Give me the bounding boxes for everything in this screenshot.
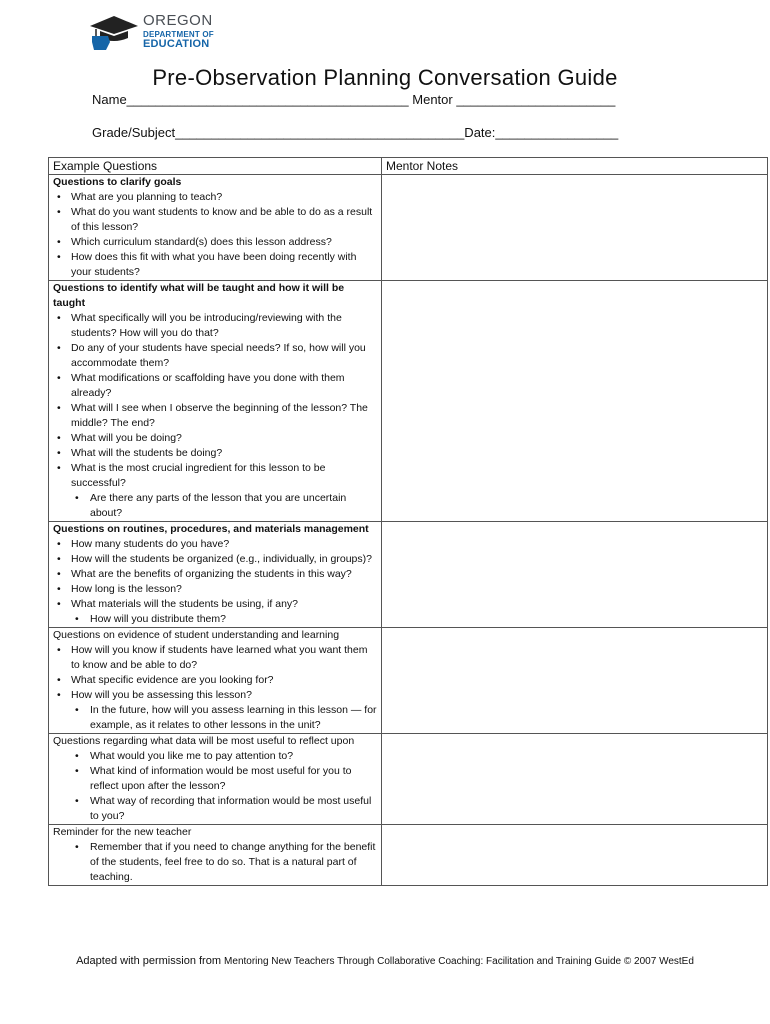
- table-row: [49, 522, 768, 628]
- logo-line-education: EDUCATION: [143, 38, 210, 50]
- list-item: • What materials will the students be using, if any?: [53, 597, 377, 612]
- list-subitem: • What kind of information would be most useful for you to reflect upon after the lesson?: [53, 764, 377, 794]
- list-item: • How will you know if students have learned what you want them to know and be able to do?: [53, 643, 377, 673]
- grade-date-field[interactable]: Grade/Subject________________________________________Date:_________________: [92, 125, 619, 140]
- section-heading: Questions on routines, procedures, and materials management: [53, 523, 369, 535]
- question-list: [53, 537, 377, 627]
- list-subitem: • In the future, how will you assess learning in this lesson — for example, as it relates to other lessons in the unit?: [53, 703, 377, 733]
- table-header-row: [49, 158, 768, 175]
- question-list: [53, 190, 377, 280]
- list-item: • What specifically will you be introducing/reviewing with the students? How will you do that?: [53, 311, 377, 341]
- question-list: [53, 643, 377, 733]
- questions-cell: [49, 628, 382, 734]
- list-item: • How will the students be organized (e.g., individually, in groups)?: [53, 552, 377, 567]
- questions-cell: [49, 522, 382, 628]
- table-row: [49, 628, 768, 734]
- table-row: [49, 825, 768, 886]
- list-item: • What is the most crucial ingredient for this lesson to be successful?: [53, 461, 377, 491]
- mentor-notes-cell[interactable]: [382, 175, 768, 281]
- page-title: Pre-Observation Planning Conversation Guide: [152, 65, 618, 90]
- footer-citation: [0, 955, 770, 967]
- section-heading: Questions to identify what will be taught and how it will be taught: [53, 282, 345, 309]
- mentor-notes-cell[interactable]: [382, 825, 768, 886]
- list-subitem: • Remember that if you need to change anything for the benefit of the students, feel free to do so. That is a natural part of teaching.: [53, 840, 377, 885]
- logo-line-department: DEPARTMENT OF: [143, 30, 214, 39]
- list-item: • Which curriculum standard(s) does this lesson address?: [53, 235, 377, 250]
- table-row: [49, 734, 768, 825]
- section-heading: Questions regarding what data will be most useful to reflect upon: [53, 735, 355, 747]
- graduation-cap-state-icon: [86, 12, 138, 52]
- list-item: • What are the benefits of organizing the students in this way?: [53, 567, 377, 582]
- list-subitem: • How will you distribute them?: [53, 612, 377, 627]
- mentor-notes-cell[interactable]: [382, 734, 768, 825]
- footer-source: Mentoring New Teachers Through Collaborative Coaching: Facilitation and Training Guide © 2007 WestEd: [224, 956, 694, 967]
- question-list: [53, 840, 377, 885]
- section-heading: Questions to clarify goals: [53, 176, 182, 188]
- list-subitem: • Are there any parts of the lesson that you are uncertain about?: [53, 491, 377, 521]
- list-item: • What will you be doing?: [53, 431, 377, 446]
- table-body: [49, 175, 768, 886]
- logo-line-oregon: OREGON: [143, 12, 213, 29]
- table-row: [49, 281, 768, 522]
- section-heading: Reminder for the new teacher: [53, 826, 192, 838]
- list-item: • How long is the lesson?: [53, 582, 377, 597]
- name-mentor-field[interactable]: Name_______________________________________ Mentor ______________________: [92, 92, 616, 107]
- list-item: • What do you want students to know and be able to do as a result of this lesson?: [53, 205, 377, 235]
- mentor-notes-cell[interactable]: [382, 628, 768, 734]
- question-list: [53, 311, 377, 521]
- column-header-mentor-notes: Mentor Notes: [382, 158, 768, 175]
- questions-table: [48, 157, 768, 886]
- questions-cell: [49, 281, 382, 522]
- footer-prefix: Adapted with permission from: [76, 955, 225, 967]
- list-item: • What specific evidence are you looking for?: [53, 673, 377, 688]
- list-item: • What will I see when I observe the beginning of the lesson? The middle? The end?: [53, 401, 377, 431]
- list-item: • Do any of your students have special needs? If so, how will you accommodate them?: [53, 341, 377, 371]
- list-item: • What modifications or scaffolding have you done with them already?: [53, 371, 377, 401]
- list-item: • What are you planning to teach?: [53, 190, 377, 205]
- list-item: • What will the students be doing?: [53, 446, 377, 461]
- section-heading: Questions on evidence of student understanding and learning: [53, 629, 340, 641]
- questions-cell: [49, 175, 382, 281]
- table-row: [49, 175, 768, 281]
- list-subitem: • What way of recording that information would be most useful to you?: [53, 794, 377, 824]
- list-subitem: • What would you like me to pay attention to?: [53, 749, 377, 764]
- mentor-notes-cell[interactable]: [382, 281, 768, 522]
- questions-cell: [49, 734, 382, 825]
- list-item: • How does this fit with what you have been doing recently with your students?: [53, 250, 377, 280]
- list-item: • How will you be assessing this lesson?: [53, 688, 377, 703]
- questions-cell: [49, 825, 382, 886]
- mentor-notes-cell[interactable]: [382, 522, 768, 628]
- oregon-department-of-education-logo: [86, 12, 226, 54]
- list-item: • How many students do you have?: [53, 537, 377, 552]
- question-list: [53, 749, 377, 824]
- column-header-example-questions: Example Questions: [49, 158, 382, 175]
